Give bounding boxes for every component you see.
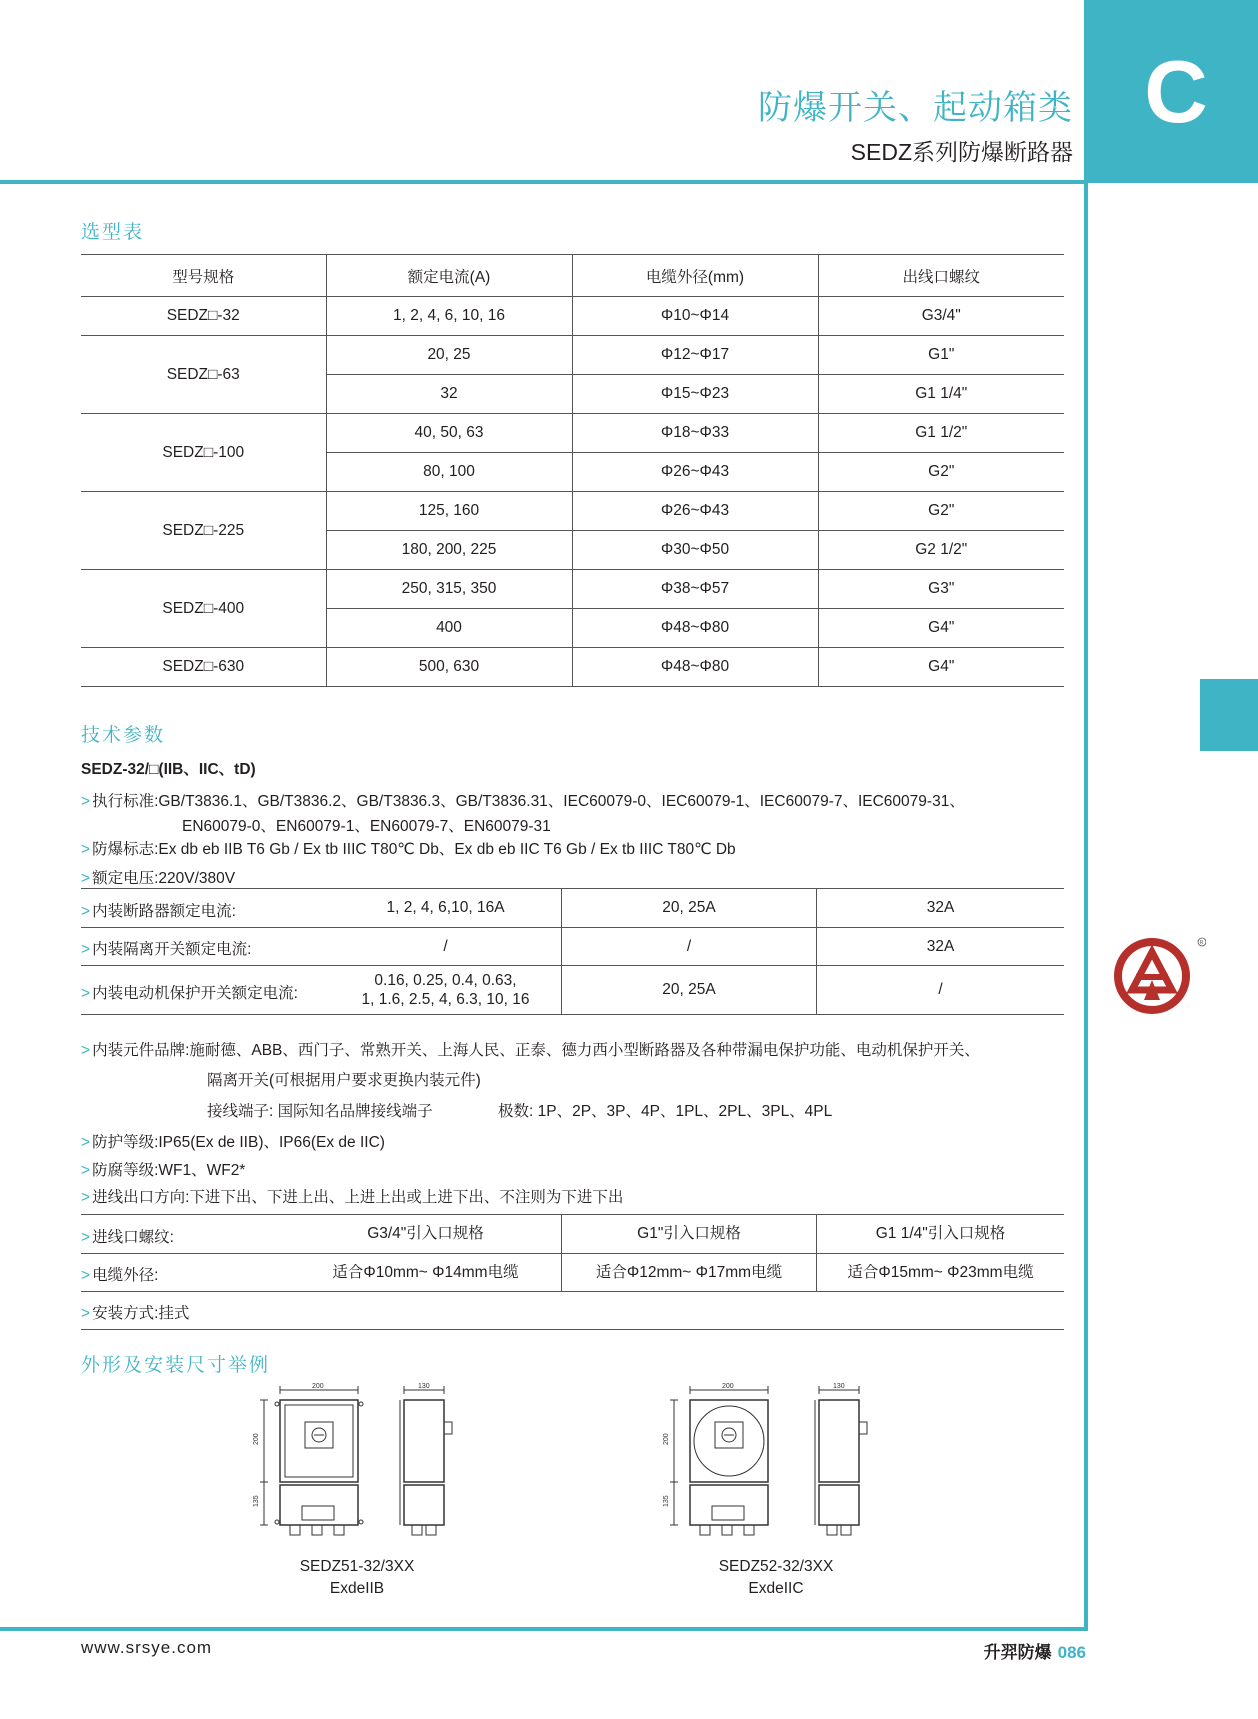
dim-height1-label: 200 <box>253 1433 260 1445</box>
arrow-icon: > <box>81 1042 91 1059</box>
ip-line <box>81 1130 385 1152</box>
product-title: SEDZ系列防爆断路器 <box>850 139 1073 165</box>
arrow-icon: > <box>81 1162 91 1179</box>
dim-height1-label: 200 <box>663 1433 670 1445</box>
direction-value: 下进下出、下进上出、上进上出或上进下出、不注则为下进下出 <box>189 1189 624 1206</box>
thread-cell: G1 1/2" <box>818 414 1064 453</box>
breaker-label-text: 内装断路器额定电流: <box>92 903 236 920</box>
cable-cell: Φ10~Φ14 <box>572 297 818 336</box>
arrow-icon: > <box>81 1305 91 1322</box>
direction-label: 进线出口方向: <box>92 1189 190 1206</box>
dim-height2-label: 135 <box>253 1495 260 1507</box>
page-number: 086 <box>1057 1643 1086 1662</box>
standard-value: GB/T3836.1、GB/T3836.2、GB/T3836.3、GB/T3836.31、IEC60079-0、IEC60079-1、IEC60079-7、IEC60079-31、 <box>158 793 965 810</box>
ip-label: 防护等级: <box>92 1134 159 1151</box>
thread-cell: G4" <box>818 609 1064 648</box>
drawing-caption-model: SEDZ51-32/3XX <box>299 1558 415 1575</box>
standard-line <box>81 789 965 811</box>
cable-cell: Φ48~Φ80 <box>572 648 818 687</box>
selection-table <box>81 254 1064 687</box>
arrow-icon: > <box>81 1229 91 1246</box>
section-tab <box>1088 0 1258 183</box>
thread-value: G3/4"引入口规格 <box>367 1225 484 1242</box>
drawing-caption-type: ExdeIIC <box>748 1580 804 1597</box>
arrow-icon: > <box>81 941 91 958</box>
dim-depth-label: 130 <box>833 1383 845 1390</box>
voltage-line <box>81 866 235 888</box>
isolator-value: / <box>686 937 692 955</box>
thread-cell: G2" <box>818 453 1064 492</box>
enclosure-side-drawing <box>390 1382 460 1542</box>
arrow-icon: > <box>81 841 91 858</box>
arrow-icon: > <box>81 1134 91 1151</box>
current-cell: 250, 315, 350 <box>326 570 572 609</box>
thread-cell: G3/4" <box>818 297 1064 336</box>
model-cell: SEDZ□-63 <box>81 336 326 414</box>
svg-text:R: R <box>1199 940 1204 946</box>
current-cell: 1, 2, 4, 6, 10, 16 <box>326 297 572 336</box>
voltage-label: 额定电压: <box>92 870 159 887</box>
table-row <box>81 414 1064 453</box>
motor-value-line: 0.16, 0.25, 0.4, 0.63, <box>374 971 517 989</box>
col-header-thread: 出线口螺纹 <box>818 255 1064 297</box>
voltage-value: 220V/380V <box>158 870 236 887</box>
cable-cell: Φ18~Φ33 <box>572 414 818 453</box>
model-cell: SEDZ□-100 <box>81 414 326 492</box>
arrow-icon: > <box>81 870 91 887</box>
brand-value: 施耐德、ABB、西门子、常熟开关、上海人民、正泰、德力西小型断路器及各种带漏电保护功能、电动机保护开关、 <box>189 1042 980 1059</box>
motor-value: 20, 25A <box>662 981 716 998</box>
arrow-icon: > <box>81 1267 91 1284</box>
thread-cell: G2 1/2" <box>818 531 1064 570</box>
drawing-caption <box>676 1556 876 1600</box>
dim-height2-label: 135 <box>663 1495 670 1507</box>
footer-divider <box>0 1627 1088 1631</box>
brand-line <box>81 1038 980 1060</box>
thread-cell: G1 1/4" <box>818 375 1064 414</box>
table-header-row <box>81 255 1064 297</box>
standard-label: 执行标准: <box>92 793 159 810</box>
current-cell: 500, 630 <box>326 648 572 687</box>
thread-value: G1 1/4"引入口规格 <box>875 1225 1006 1242</box>
category-title: 防爆开关、起动箱类 <box>758 89 1073 127</box>
table-row <box>81 492 1064 531</box>
mount-line <box>81 1301 189 1323</box>
exmark-label: 防爆标志: <box>92 841 159 858</box>
motor-label <box>81 981 298 1003</box>
drawing-caption-type: ExdeIIB <box>329 1580 385 1597</box>
divider <box>81 1291 1064 1292</box>
footer-brand-name: 升羿防爆 <box>983 1643 1052 1662</box>
breaker-value: 20, 25A <box>662 899 716 916</box>
footer-brand <box>984 1638 1086 1663</box>
footer-url: www.srsye.com <box>81 1638 213 1657</box>
current-cell: 125, 160 <box>326 492 572 531</box>
isolator-value: 32A <box>926 937 955 955</box>
table-row <box>81 336 1064 375</box>
table-row <box>81 297 1064 336</box>
model-cell: SEDZ□-400 <box>81 570 326 648</box>
direction-line <box>81 1185 623 1207</box>
corrosion-label: 防腐等级: <box>92 1162 159 1179</box>
drawing-caption-model: SEDZ52-32/3XX <box>718 1558 834 1575</box>
isolator-value: / <box>443 937 448 955</box>
cable-cell: Φ15~Φ23 <box>572 375 818 414</box>
model-cell: SEDZ□-32 <box>81 297 326 336</box>
cable-value: 适合Φ10mm~ Φ14mm电缆 <box>332 1263 519 1281</box>
isolator-label <box>81 937 251 959</box>
thread-label <box>81 1225 174 1247</box>
cable-label <box>81 1263 158 1285</box>
ip-value: IP65(Ex de IIB)、IP66(Ex de IIC) <box>158 1134 385 1151</box>
isolator-label-text: 内装隔离开关额定电流: <box>92 941 252 958</box>
cable-cell: Φ12~Φ17 <box>572 336 818 375</box>
current-cell: 20, 25 <box>326 336 572 375</box>
arrow-icon: > <box>81 903 91 920</box>
terminal-line: 接线端子: 国际知名品牌接线端子 <box>207 1103 433 1120</box>
section-tab-letter: C <box>1144 41 1208 141</box>
drawing-caption <box>257 1556 457 1600</box>
tech-model: SEDZ-32/□(IIB、IIC、tD) <box>81 761 256 778</box>
brand-line-2: 隔离开关(可根据用户要求更换内装元件) <box>207 1072 481 1089</box>
side-marker <box>1200 679 1258 751</box>
cable-label-text: 电缆外径: <box>92 1267 159 1284</box>
mount-value: 挂式 <box>158 1305 190 1322</box>
enclosure-front-drawing <box>660 1382 780 1542</box>
cable-cell: Φ30~Φ50 <box>572 531 818 570</box>
cable-cell: Φ26~Φ43 <box>572 453 818 492</box>
motor-value: / <box>938 981 943 998</box>
col-header-model: 型号规格 <box>81 255 326 297</box>
table-row <box>81 570 1064 609</box>
cable-cell: Φ48~Φ80 <box>572 609 818 648</box>
corrosion-value: WF1、WF2* <box>158 1162 246 1179</box>
tech-heading: 技术参数 <box>81 725 166 746</box>
current-cell: 180, 200, 225 <box>326 531 572 570</box>
cable-cell: Φ38~Φ57 <box>572 570 818 609</box>
model-cell: SEDZ□-225 <box>81 492 326 570</box>
dim-width-label: 200 <box>312 1383 324 1390</box>
brand-label: 内装元件品牌: <box>92 1042 190 1059</box>
breaker-label <box>81 899 236 921</box>
standard-line-2: EN60079-0、EN60079-1、EN60079-7、EN60079-31 <box>182 818 551 835</box>
thread-cell: G2" <box>818 492 1064 531</box>
current-cell: 80, 100 <box>326 453 572 492</box>
breaker-value: 32A <box>926 899 955 916</box>
motor-value <box>330 965 561 1014</box>
motor-label-text: 内装电动机保护开关额定电流: <box>92 985 298 1002</box>
breaker-value: 1, 2, 4, 6,10, 16A <box>386 899 505 916</box>
col-header-cable: 电缆外径(mm) <box>572 255 818 297</box>
cable-value: 适合Φ12mm~ Φ17mm电缆 <box>595 1263 783 1281</box>
selection-heading: 选型表 <box>81 222 145 243</box>
thread-value: G1"引入口规格 <box>637 1225 741 1242</box>
enclosure-front-drawing <box>250 1382 370 1542</box>
corrosion-line <box>81 1158 245 1180</box>
thread-cell: G1" <box>818 336 1064 375</box>
thread-cell: G4" <box>818 648 1064 687</box>
current-cell: 40, 50, 63 <box>326 414 572 453</box>
thread-cell: G3" <box>818 570 1064 609</box>
dim-width-label: 200 <box>722 1383 734 1390</box>
arrow-icon: > <box>81 1189 91 1206</box>
cable-value: 适合Φ15mm~ Φ23mm电缆 <box>847 1263 1034 1281</box>
table-row <box>81 648 1064 687</box>
mount-label: 安装方式: <box>92 1305 159 1322</box>
current-cell: 32 <box>326 375 572 414</box>
arrow-icon: > <box>81 985 91 1002</box>
current-cell: 400 <box>326 609 572 648</box>
company-logo-icon <box>1110 930 1206 1020</box>
col-header-current: 额定电流(A) <box>326 255 572 297</box>
right-border <box>1084 0 1088 1631</box>
exmark-value: Ex db eb IIB T6 Gb / Ex tb IIIC T80℃ Db、Ex db eb IIC T6 Gb / Ex tb IIIC T80℃ Db <box>158 841 736 858</box>
divider <box>81 1014 1064 1015</box>
exmark-line <box>81 837 736 859</box>
dim-depth-label: 130 <box>418 1383 430 1390</box>
model-cell: SEDZ□-630 <box>81 648 326 687</box>
poles-line: 极数: 1P、2P、3P、4P、1PL、2PL、3PL、4PL <box>498 1103 833 1120</box>
motor-value-line: 1, 1.6, 2.5, 4, 6.3, 10, 16 <box>361 990 530 1008</box>
thread-label-text: 进线口螺纹: <box>92 1229 174 1246</box>
header-divider <box>0 180 1088 184</box>
enclosure-side-drawing <box>805 1382 875 1542</box>
divider <box>81 1329 1064 1330</box>
cable-cell: Φ26~Φ43 <box>572 492 818 531</box>
arrow-icon: > <box>81 793 91 810</box>
dimensions-heading: 外形及安装尺寸举例 <box>81 1355 271 1376</box>
